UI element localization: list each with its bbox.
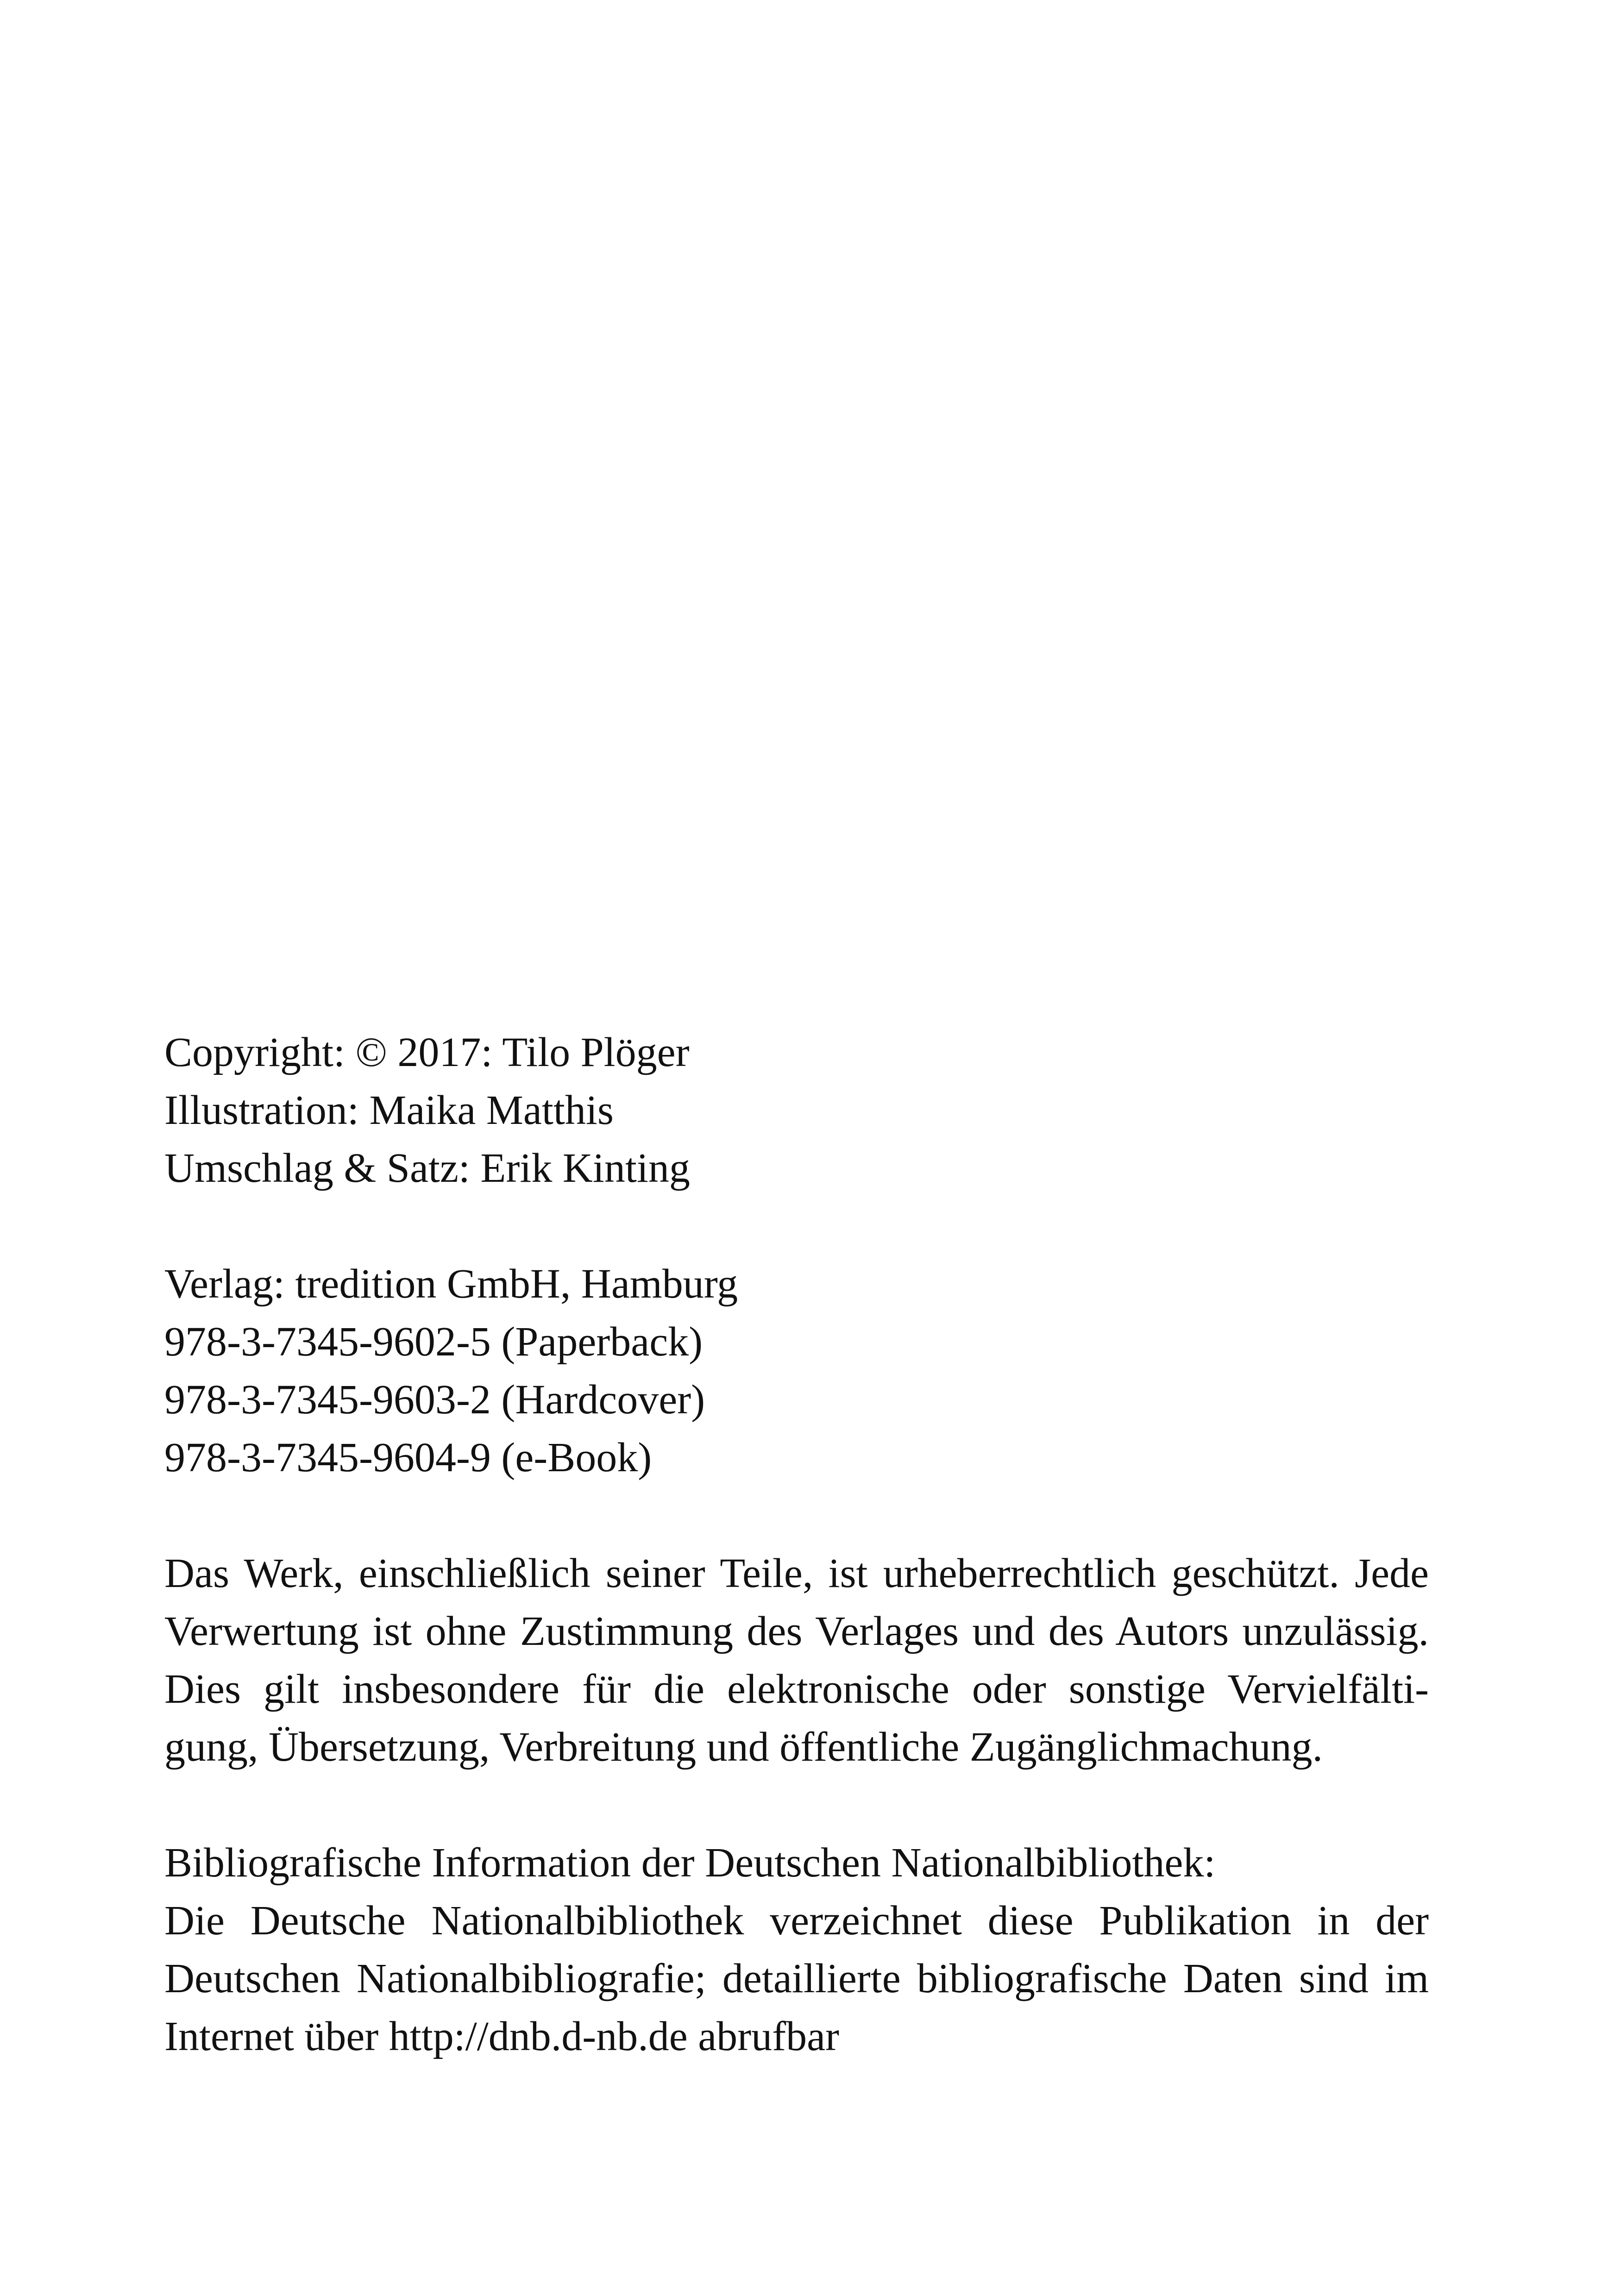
bibliographic-line: Internet über http://dnb.d-nb.de abrufbar	[164, 2014, 840, 2059]
copyright-line: Copyright: © 2017: Tilo Plöger	[164, 1029, 690, 1075]
illustration-credit: Illustration: Maika Matthis	[164, 1087, 614, 1133]
isbn-paperback: 978-3-7345-9602-5 (Paperback)	[164, 1319, 703, 1365]
isbn-ebook: 978-3-7345-9604-9 (e-Book)	[164, 1435, 652, 1480]
isbn-hardcover: 978-3-7345-9603-2 (Hardcover)	[164, 1377, 705, 1423]
rights-notice-line: Das Werk, einschließlich seiner Teile, ist urheberrechtlich geschützt. Jede	[164, 1550, 1429, 1596]
rights-notice-line: Verwertung ist ohne Zustimmung des Verlages und des Autors unzulässig.	[164, 1608, 1429, 1654]
rights-notice-paragraph	[164, 1544, 1429, 1776]
publisher-block	[164, 1255, 1429, 1487]
publisher-line: Verlag: tredition GmbH, Hamburg	[164, 1261, 738, 1307]
imprint-text	[164, 1023, 1429, 2065]
credits-block	[164, 1023, 1429, 1197]
rights-notice-line: gung, Übersetzung, Verbreitung und öffentliche Zugänglichmachung.	[164, 1724, 1323, 1770]
rights-notice-line: Dies gilt insbesondere für die elektronische oder sonstige Vervielfälti-	[164, 1666, 1429, 1712]
cover-typesetting-credit: Umschlag & Satz: Erik Kinting	[164, 1145, 690, 1191]
bibliographic-line: Die Deutsche Nationalbibliothek verzeichnet diese Publikation in der	[164, 1898, 1429, 1944]
bibliographic-line: Deutschen Nationalbibliografie; detaillierte bibliografische Daten sind im	[164, 1956, 1429, 2001]
bibliographic-info-block	[164, 1834, 1429, 2065]
bibliographic-heading: Bibliografische Information der Deutschen Nationalbibliothek:	[164, 1840, 1216, 1886]
